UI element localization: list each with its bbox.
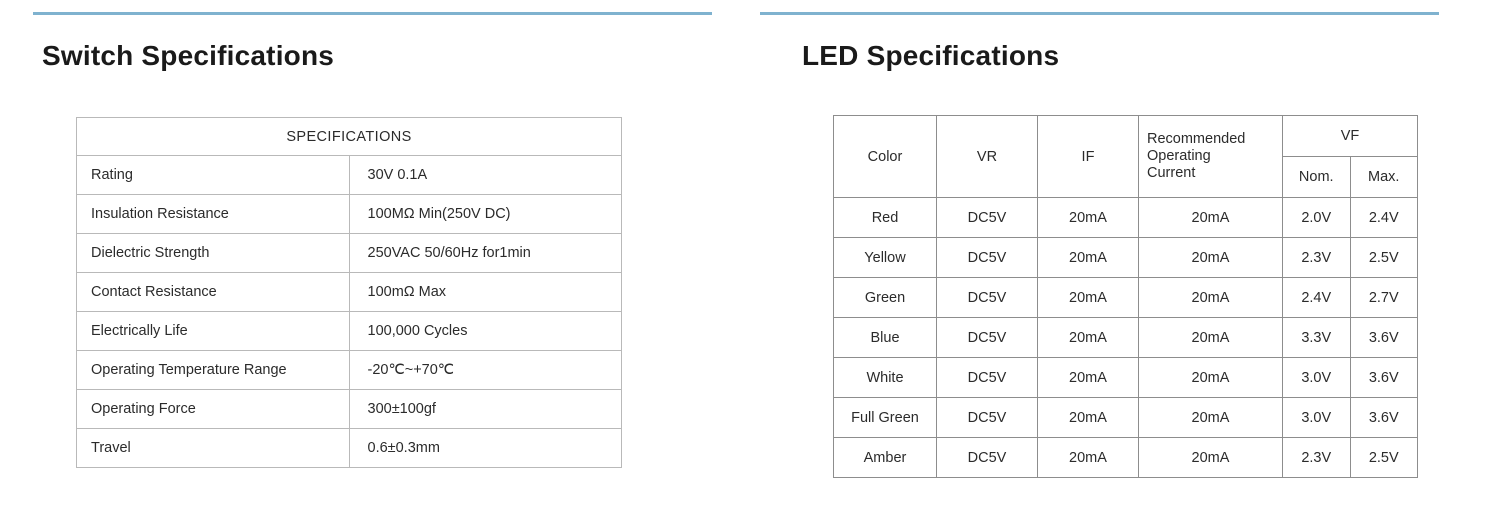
table-row (77, 156, 622, 195)
row-label: Operating Temperature Range (77, 351, 350, 390)
header-recommended-operating-current (1139, 116, 1283, 198)
cell-current: 20mA (1139, 238, 1283, 278)
cell-vf-nom: 3.0V (1283, 358, 1351, 398)
table-header-row (77, 118, 622, 156)
row-label: Electrically Life (77, 312, 350, 351)
row-label: Dielectric Strength (77, 234, 350, 273)
header-if: IF (1038, 116, 1139, 198)
cell-vf-nom: 2.3V (1283, 238, 1351, 278)
table-row (834, 358, 1418, 398)
row-value: 250VAC 50/60Hz for1min (349, 234, 622, 273)
header-vf-max: Max. (1350, 157, 1418, 198)
cell-vf-max: 3.6V (1350, 318, 1418, 358)
header-vr: VR (937, 116, 1038, 198)
table-row (77, 312, 622, 351)
cell-color: Amber (834, 438, 937, 478)
cell-vr: DC5V (937, 238, 1038, 278)
cell-vf-nom: 3.3V (1283, 318, 1351, 358)
cell-vf-nom: 2.3V (1283, 438, 1351, 478)
table-row (77, 390, 622, 429)
cell-vr: DC5V (937, 318, 1038, 358)
cell-current: 20mA (1139, 198, 1283, 238)
row-value: 0.6±0.3mm (349, 429, 622, 468)
header-recommended-line1: Recommended (1147, 130, 1246, 147)
cell-if: 20mA (1038, 238, 1139, 278)
cell-current: 20mA (1139, 318, 1283, 358)
cell-vf-max: 2.5V (1350, 238, 1418, 278)
switch-specifications-table (76, 117, 622, 468)
table-row (77, 234, 622, 273)
cell-color: Yellow (834, 238, 937, 278)
header-recommended-line3: Current (1147, 165, 1196, 182)
cell-color: Blue (834, 318, 937, 358)
cell-color: White (834, 358, 937, 398)
page-title-led: LED Specifications (802, 40, 1060, 71)
row-label: Travel (77, 429, 350, 468)
row-value: 100,000 Cycles (349, 312, 622, 351)
table-row (77, 273, 622, 312)
cell-current: 20mA (1139, 358, 1283, 398)
row-label: Contact Resistance (77, 273, 350, 312)
page-title-switch: Switch Specifications (42, 40, 335, 71)
cell-vr: DC5V (937, 278, 1038, 318)
cell-color: Red (834, 198, 937, 238)
row-value: 100MΩ Min(250V DC) (349, 195, 622, 234)
cell-vr: DC5V (937, 438, 1038, 478)
cell-if: 20mA (1038, 318, 1139, 358)
row-label: Operating Force (77, 390, 350, 429)
table-row (834, 198, 1418, 238)
cell-vf-max: 3.6V (1350, 398, 1418, 438)
cell-if: 20mA (1038, 278, 1139, 318)
table-row (834, 238, 1418, 278)
cell-vf-max: 2.4V (1350, 198, 1418, 238)
cell-current: 20mA (1139, 278, 1283, 318)
table-row (834, 398, 1418, 438)
switch-specifications-panel (0, 0, 740, 456)
row-label: Rating (77, 156, 350, 195)
cell-vf-nom: 2.0V (1283, 198, 1351, 238)
header-color: Color (834, 116, 937, 198)
led-specifications-table (833, 115, 1418, 478)
table-row (834, 438, 1418, 478)
cell-color: Green (834, 278, 937, 318)
row-value: 30V 0.1A (349, 156, 622, 195)
cell-vf-nom: 2.4V (1283, 278, 1351, 318)
cell-vr: DC5V (937, 198, 1038, 238)
row-value: 100mΩ Max (349, 273, 622, 312)
section-divider-left (33, 12, 712, 15)
table-header-row (834, 116, 1418, 157)
table-row (77, 351, 622, 390)
cell-color: Full Green (834, 398, 937, 438)
led-specifications-panel (760, 0, 1501, 72)
cell-vf-max: 2.7V (1350, 278, 1418, 318)
header-vf-nom: Nom. (1283, 157, 1351, 198)
row-value: -20℃~+70℃ (349, 351, 622, 390)
cell-current: 20mA (1139, 398, 1283, 438)
cell-if: 20mA (1038, 438, 1139, 478)
cell-if: 20mA (1038, 358, 1139, 398)
row-value: 300±100gf (349, 390, 622, 429)
table-row (834, 318, 1418, 358)
section-divider-right (760, 12, 1439, 15)
cell-vr: DC5V (937, 398, 1038, 438)
cell-vf-nom: 3.0V (1283, 398, 1351, 438)
row-label: Insulation Resistance (77, 195, 350, 234)
cell-vr: DC5V (937, 358, 1038, 398)
cell-vf-max: 2.5V (1350, 438, 1418, 478)
table-row (77, 195, 622, 234)
header-recommended-line2: Operating (1147, 147, 1211, 164)
table-row (77, 429, 622, 468)
cell-if: 20mA (1038, 398, 1139, 438)
cell-current: 20mA (1139, 438, 1283, 478)
header-vf: VF (1283, 116, 1418, 157)
table-row (834, 278, 1418, 318)
cell-if: 20mA (1038, 198, 1139, 238)
switch-table-header-label: SPECIFICATIONS (77, 118, 622, 156)
cell-vf-max: 3.6V (1350, 358, 1418, 398)
